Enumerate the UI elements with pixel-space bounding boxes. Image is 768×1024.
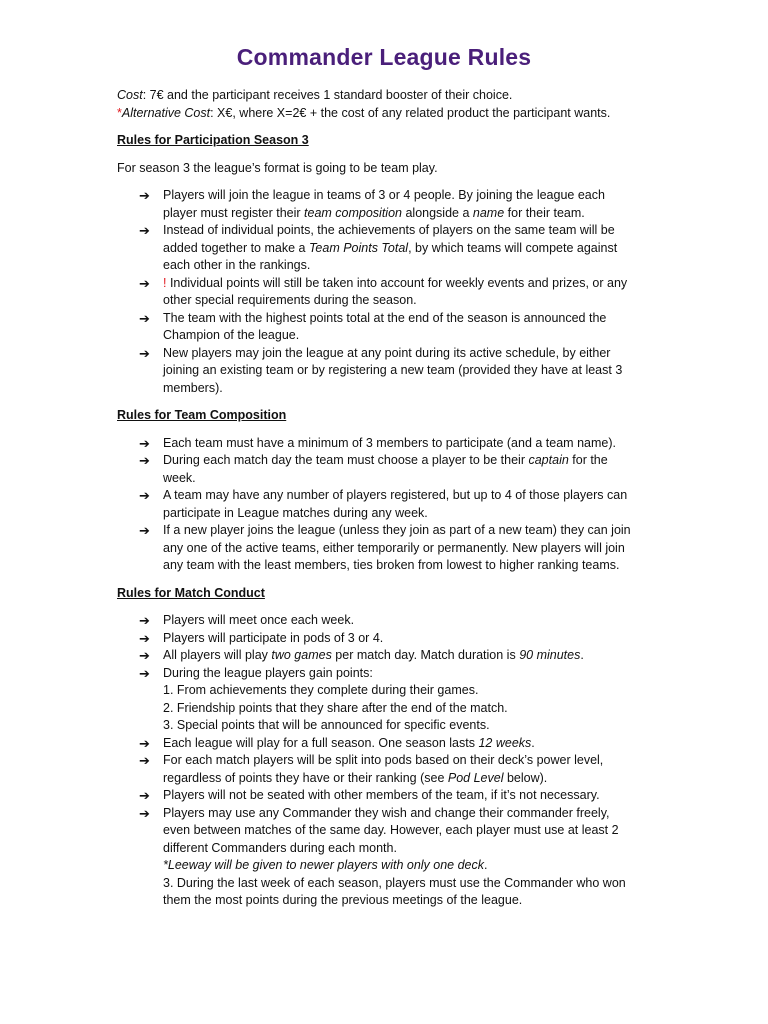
right-arrow-icon: ➔: [139, 488, 150, 503]
list-item-text: Players will not be seated with other members of the team, if it’s not necessary.: [163, 788, 600, 802]
list-item-text: Instead of individual points, the achievements of players on the same team will be: [163, 223, 615, 237]
list-item: [117, 787, 662, 805]
list-item: [117, 452, 662, 487]
right-arrow-icon: ➔: [139, 275, 150, 291]
text-run-italic: two games: [271, 648, 332, 662]
list-item-text: [163, 857, 662, 875]
alt-cost-label: Alternative Cost: [121, 105, 211, 120]
right-arrow-icon: ➔: [139, 223, 150, 238]
list-item-text: [163, 452, 662, 470]
list-item-text: [163, 240, 662, 258]
text-run-italic: captain: [528, 453, 569, 467]
list-item-text: week.: [163, 470, 196, 485]
list-item-text: members).: [163, 380, 223, 395]
cost-text: : 7€ and the participant receives 1 standard booster of their choice.: [142, 88, 513, 102]
list-item-text: A team may have any number of players registered, but up to 4 of those players can: [163, 488, 628, 502]
list-item-text: even between matches of the same day. However, each player must use at least 2: [163, 823, 619, 837]
list-item-text: [163, 735, 662, 753]
list-item: [117, 665, 662, 735]
list-item-text: other special requirements during the season.: [163, 293, 417, 307]
right-arrow-icon: ➔: [139, 345, 150, 361]
right-arrow-icon: ➔: [139, 753, 150, 768]
text-run: added together to make a: [163, 240, 309, 255]
right-arrow-icon: ➔: [139, 805, 150, 821]
alt-cost-star: *: [117, 105, 122, 120]
list-item: [117, 805, 662, 910]
alt-cost-text: : X€, where X=2€ + the cost of any related product the participant wants.: [210, 105, 611, 120]
text-run: alongside a: [402, 205, 473, 220]
list-item-text: them the most points during the previous meetings of the league.: [163, 893, 523, 907]
list-item-text: different Commanders during each month.: [163, 840, 397, 855]
right-arrow-icon: ➔: [139, 788, 150, 803]
list-item-text: Players will participate in pods of 3 or 4.: [163, 630, 384, 645]
cost-label: Cost: [117, 88, 143, 102]
list-item: [117, 630, 662, 648]
list-item-text: participate in League matches during any week.: [163, 505, 428, 520]
list-item-text: Players may use any Commander they wish and change their commander freely,: [163, 805, 610, 820]
text-run-italic: *Leeway will be given to newer players with only one deck: [163, 858, 485, 872]
page-title: Commander League Rules: [236, 44, 532, 70]
text-run-italic: Pod Level: [447, 770, 504, 785]
list-item: [117, 752, 662, 787]
list-item: [117, 345, 662, 398]
list-item-text: 3. Special points that will be announced for specific events.: [163, 718, 490, 732]
right-arrow-icon: ➔: [139, 310, 150, 326]
text-run: .: [531, 735, 535, 750]
list-item-text: [163, 275, 662, 293]
text-run: Individual points will still be taken into account for weekly events and prizes, or any: [166, 275, 628, 290]
list-item: [117, 222, 662, 275]
text-run: regardless of points they have or their ranking (see: [163, 770, 448, 785]
list-item-text: joining an existing team or by registering a new team (provided they have at least 3: [163, 363, 623, 377]
right-arrow-icon: ➔: [139, 435, 150, 451]
text-run: , by which teams will compete against: [408, 240, 618, 255]
text-run-italic: Team Points Total: [308, 240, 409, 255]
list-item-text: 2. Friendship points that they share after the end of the match.: [163, 700, 508, 715]
list-item: [117, 187, 662, 222]
section-heading-conduct: Rules for Match Conduct: [117, 585, 265, 600]
participation-intro: For season 3 the league’s format is going to be team play.: [117, 160, 438, 175]
text-run: per match day. Match duration is: [331, 648, 520, 662]
right-arrow-icon: ➔: [139, 630, 150, 646]
list-item: [117, 647, 662, 665]
list-item-text: If a new player joins the league (unless they join as part of a new team) they can join: [163, 523, 631, 537]
text-run: below).: [503, 770, 548, 785]
list-item-text: [163, 205, 662, 223]
list-item-text: Champion of the league.: [163, 328, 300, 342]
right-arrow-icon: ➔: [139, 665, 150, 681]
text-run: Each league will play for a full season. One season lasts: [163, 735, 479, 750]
text-run: All players will play: [163, 648, 272, 662]
list-item-text: Each team must have a minimum of 3 members to participate (and a team name).: [163, 435, 616, 450]
section-heading-composition: Rules for Team Composition: [117, 408, 287, 422]
list-item-text: any one of the active teams, either temporarily or permanently. New players will join: [163, 540, 625, 555]
list-item-text: Players will join the league in teams of 3 or 4 people. By joining the league each: [163, 188, 605, 202]
composition-list: [117, 435, 662, 575]
list-item-text: Players will meet once each week.: [163, 613, 355, 627]
text-run-italic: 12 weeks: [478, 735, 532, 750]
list-item-text: The team with the highest points total at the end of the season is announced the: [163, 310, 607, 325]
participation-list: [117, 187, 662, 397]
document-body: [117, 87, 662, 920]
list-item: [117, 522, 662, 575]
text-run: .: [580, 648, 584, 662]
list-item-text: [163, 647, 662, 665]
list-item-text: any team with the least members, ties broken from lowest to higher ranking teams.: [163, 558, 620, 572]
text-run-italic: team composition: [304, 205, 402, 220]
list-item: [117, 435, 662, 453]
list-item-text: During the league players gain points:: [163, 665, 373, 680]
list-item-text: [163, 770, 662, 788]
text-run: .: [484, 858, 488, 872]
list-item-text: 1. From achievements they complete during their games.: [163, 683, 479, 697]
list-item: [117, 310, 662, 345]
text-run: player must register their: [163, 205, 305, 220]
right-arrow-icon: ➔: [139, 648, 150, 663]
list-item-text: each other in the rankings.: [163, 258, 311, 272]
list-item: [117, 612, 662, 630]
list-item-text: 3. During the last week of each season, players must use the Commander who won: [163, 875, 626, 890]
text-run-italic: name: [472, 205, 505, 220]
list-item: [117, 275, 662, 310]
text-run: for their team.: [504, 205, 585, 220]
exclamation-icon: !: [163, 275, 167, 290]
right-arrow-icon: ➔: [139, 453, 150, 468]
alt-cost-line: [117, 105, 662, 123]
list-item-text: New players may join the league at any point during its active schedule, by either: [163, 345, 611, 360]
conduct-list: [117, 612, 662, 910]
list-item: [117, 735, 662, 753]
right-arrow-icon: ➔: [139, 523, 150, 538]
right-arrow-icon: ➔: [139, 613, 150, 628]
text-run: During each match day the team must choose a player to be their: [163, 453, 529, 467]
list-item: [117, 487, 662, 522]
right-arrow-icon: ➔: [139, 735, 150, 751]
section-heading-participation: Rules for Participation Season 3: [117, 133, 309, 147]
text-run-italic: 90 minutes: [519, 648, 581, 662]
right-arrow-icon: ➔: [139, 188, 150, 203]
cost-line: [117, 87, 662, 105]
text-run: for the: [568, 453, 608, 467]
list-item-text: For each match players will be split into pods based on their deck’s power level,: [163, 753, 604, 767]
